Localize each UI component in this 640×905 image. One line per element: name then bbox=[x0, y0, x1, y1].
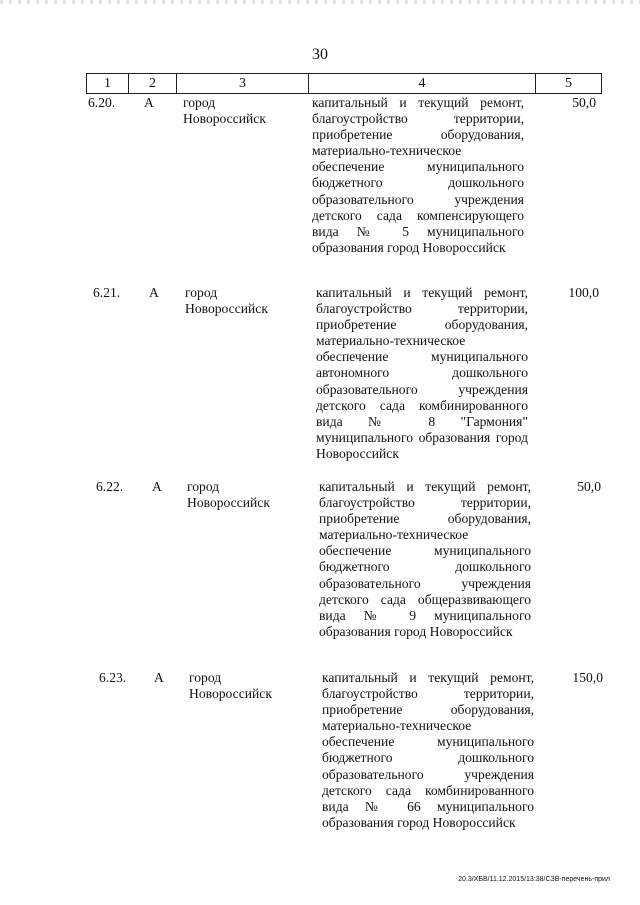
row-value: 100,0 bbox=[568, 285, 599, 300]
row-place: город Новороссийск bbox=[189, 670, 272, 702]
row-category: А bbox=[154, 670, 164, 685]
row-number: 6.23. bbox=[99, 670, 127, 685]
row-place: город Новороссийск bbox=[185, 285, 268, 317]
row-number: 6.22. bbox=[96, 479, 124, 494]
column-header-3: 3 bbox=[177, 74, 309, 94]
row-description: капитальный и текущий ремонт, благоустройство территории, приобретение оборудования, материально-техническое обеспечение муниципального автономного дошкольного образовательного учреждения детского сада комбинированного вида № 8 "Гармония" муниципального образования город Новороссийск bbox=[316, 285, 528, 461]
row-category: А bbox=[149, 285, 159, 300]
row-value: 50,0 bbox=[572, 95, 596, 110]
row-place: город Новороссийск bbox=[183, 95, 266, 127]
row-number: 6.21. bbox=[93, 285, 121, 300]
document-footer-code: 20.3/ХБВ/11.12.2015/13:38/СЗВ-перечень-прил bbox=[458, 876, 610, 883]
row-category: А bbox=[144, 95, 154, 110]
column-header-1: 1 bbox=[87, 74, 129, 94]
row-category: А bbox=[152, 479, 162, 494]
page-number: 30 bbox=[312, 46, 328, 63]
table-header bbox=[86, 73, 602, 94]
column-header-4: 4 bbox=[309, 74, 536, 94]
row-description: капитальный и текущий ремонт, благоустройство территории, приобретение оборудования, материально-техническое обеспечение муниципального бюджетного дошкольного образовательного учреждения детского сада комбинированного вида № 66 муниципального образования город Новороссийск bbox=[322, 670, 534, 830]
column-header-2: 2 bbox=[129, 74, 177, 94]
row-description: капитальный и текущий ремонт, благоустройство территории, приобретение оборудования, материально-техническое обеспечение муниципального бюджетного дошкольного образовательного учреждения детского сада общеразвивающего вида № 9 муниципального образования город Новороссийск bbox=[319, 479, 531, 639]
scan-edge-artifact bbox=[0, 0, 640, 4]
row-number: 6.20. bbox=[88, 95, 116, 110]
row-description: капитальный и текущий ремонт, благоустройство территории, приобретение оборудования, материально-техническое обеспечение муниципального бюджетного дошкольного образовательного учреждения детского сада компенсирующего вида № 5 муниципального образования город Новороссийск bbox=[312, 95, 524, 255]
row-value: 50,0 bbox=[577, 479, 601, 494]
row-place: город Новороссийск bbox=[187, 479, 270, 511]
row-value: 150,0 bbox=[572, 670, 603, 685]
column-header-5: 5 bbox=[536, 74, 602, 94]
